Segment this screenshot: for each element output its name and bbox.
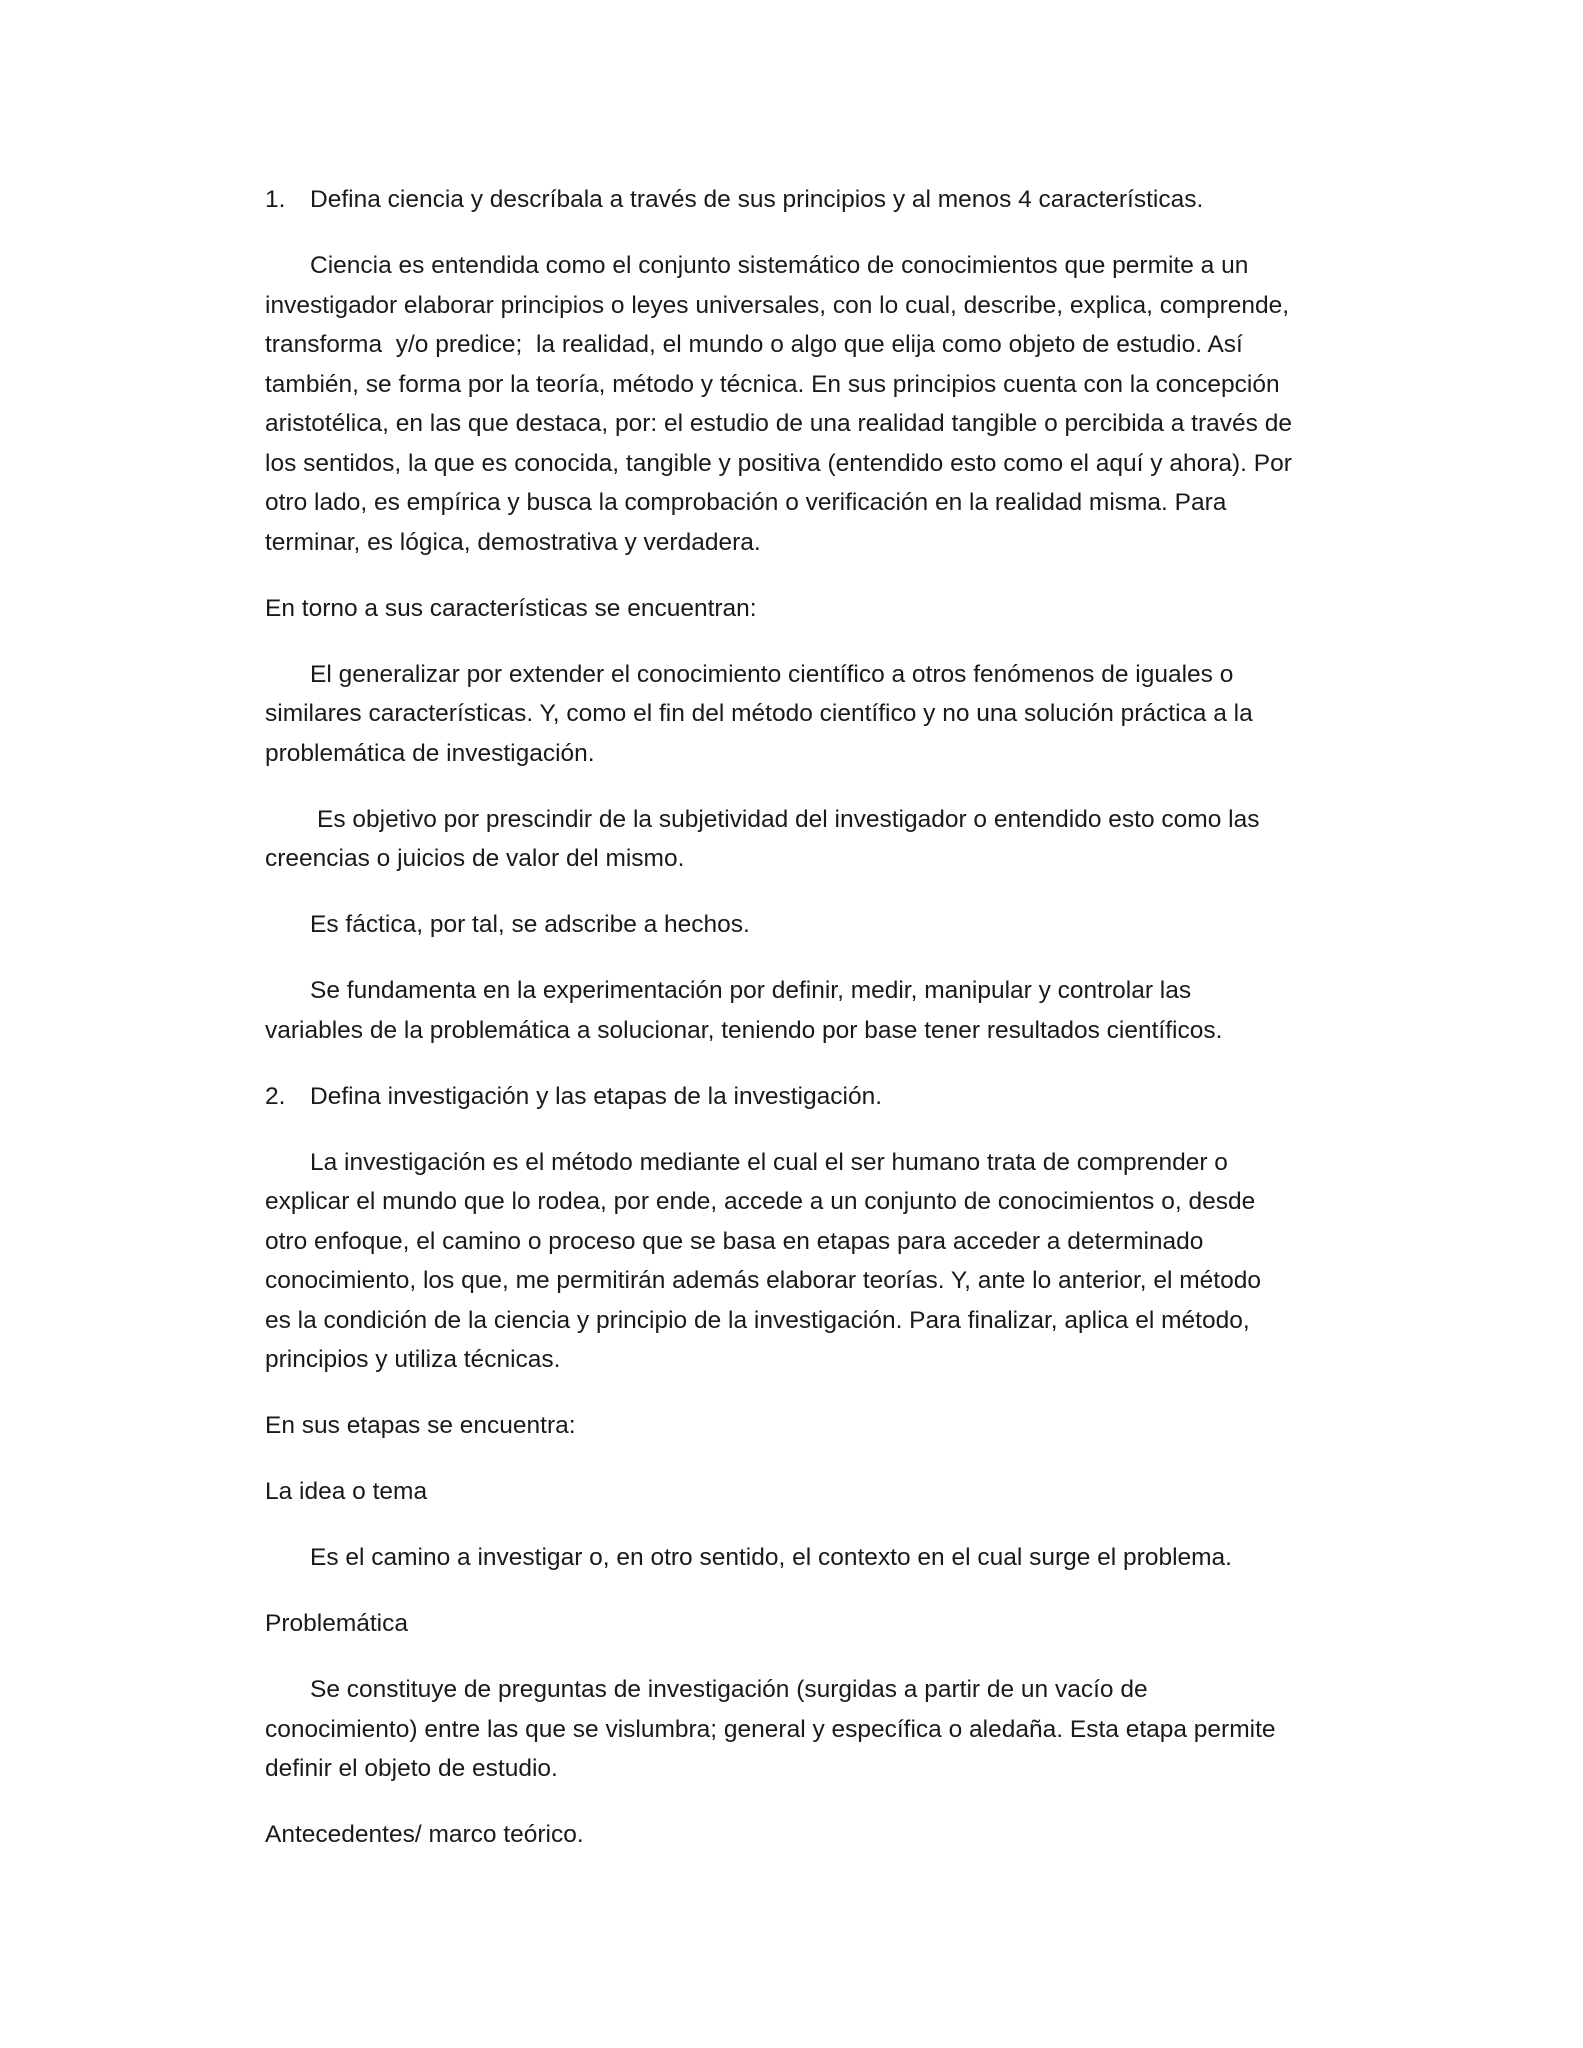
paragraph-line: también, se forma por la teoría, método y técnica. En sus principios cuenta con la concepción	[265, 370, 1280, 398]
document-body	[265, 180, 1355, 1881]
question-2-number: 2.	[265, 1082, 286, 1110]
paragraph-line: terminar, es lógica, demostrativa y verdadera.	[265, 528, 761, 556]
question-1-number: 1.	[265, 186, 286, 213]
question-1-text: Defina ciencia y descríbala a través de sus principios y al menos 4 características.	[310, 186, 1204, 213]
paragraph-line: los sentidos, la que es conocida, tangible y positiva (entendido esto como el aquí y ahora). Por	[265, 449, 1292, 477]
paragraph-line: Ciencia es entendida como el conjunto sistemático de conocimientos que permite a un	[310, 252, 1249, 279]
paragraph-line: explicar el mundo que lo rodea, por ende, accede a un conjunto de conocimientos o, desde	[265, 1188, 1256, 1215]
paragraph-line: conocimiento) entre las que se vislumbra; general y específica o aledaña. Esta etapa permite	[265, 1715, 1276, 1743]
paragraph-line: definir el objeto de estudio.	[265, 1755, 558, 1782]
paragraph-line: principios y utiliza técnicas.	[265, 1346, 561, 1373]
question-1-heading	[265, 180, 1355, 220]
paragraph-line: otro enfoque, el camino o proceso que se basa en etapas para acceder a determinado	[265, 1227, 1204, 1255]
paragraph-ciencia-definicion	[265, 246, 1355, 562]
paragraph-experimentacion	[265, 971, 1355, 1050]
question-2-text: Defina investigación y las etapas de la investigación.	[310, 1082, 883, 1110]
paragraph-line: transforma y/o predice; la realidad, el mundo o algo que elija como objeto de estudio. Así	[265, 331, 1243, 358]
paragraph-line: El generalizar por extender el conocimiento científico a otros fenómenos de iguales o	[310, 660, 1234, 688]
paragraph-caracteristicas-intro: En torno a sus características se encuentran:	[265, 594, 757, 622]
stage-heading-problematica: Problemática	[265, 1610, 408, 1637]
question-2-heading	[265, 1077, 1355, 1117]
paragraph-line: es la condición de la ciencia y principio de la investigación. Para finalizar, aplica el método,	[265, 1306, 1250, 1334]
paragraph-line: creencias o juicios de valor del mismo.	[265, 845, 685, 872]
paragraph-line: Es objetivo por prescindir de la subjetividad del investigador o entendido esto como las	[317, 805, 1260, 833]
paragraph-factica: Es fáctica, por tal, se adscribe a hechos.	[310, 911, 750, 938]
paragraph-line: problemática de investigación.	[265, 739, 595, 767]
paragraph-line: La investigación es el método mediante el cual el ser humano trata de comprender o	[310, 1148, 1228, 1176]
paragraph-line: conocimiento, los que, me permitirán además elaborar teorías. Y, ante lo anterior, el método	[265, 1267, 1261, 1294]
paragraph-line: aristotélica, en las que destaca, por: el estudio de una realidad tangible o percibida a través de	[265, 410, 1292, 437]
paragraph-line: similares características. Y, como el fin del método científico y no una solución práctica a la	[265, 700, 1253, 727]
paragraph-line: Se constituye de preguntas de investigación (surgidas a partir de un vacío de	[310, 1676, 1148, 1703]
paragraph-line: Se fundamenta en la experimentación por definir, medir, manipular y controlar las	[310, 977, 1192, 1004]
paragraph-investigacion-definicion	[265, 1143, 1355, 1380]
paragraph-problematica	[265, 1670, 1355, 1789]
paragraph-etapas-intro: En sus etapas se encuentra:	[265, 1412, 576, 1439]
paragraph-line: variables de la problemática a solucionar, teniendo por base tener resultados científicos.	[265, 1016, 1223, 1044]
stage-heading-antecedentes: Antecedentes/ marco teórico.	[265, 1821, 584, 1848]
stage-heading-idea: La idea o tema	[265, 1478, 428, 1505]
paragraph-idea: Es el camino a investigar o, en otro sentido, el contexto en el cual surge el problema.	[310, 1544, 1232, 1571]
paragraph-objetivo	[265, 800, 1355, 879]
paragraph-generalizar	[265, 655, 1355, 774]
paragraph-line: otro lado, es empírica y busca la comprobación o verificación en la realidad misma. Para	[265, 489, 1227, 516]
paragraph-line: investigador elaborar principios o leyes universales, con lo cual, describe, explica, comprende,	[265, 291, 1290, 319]
